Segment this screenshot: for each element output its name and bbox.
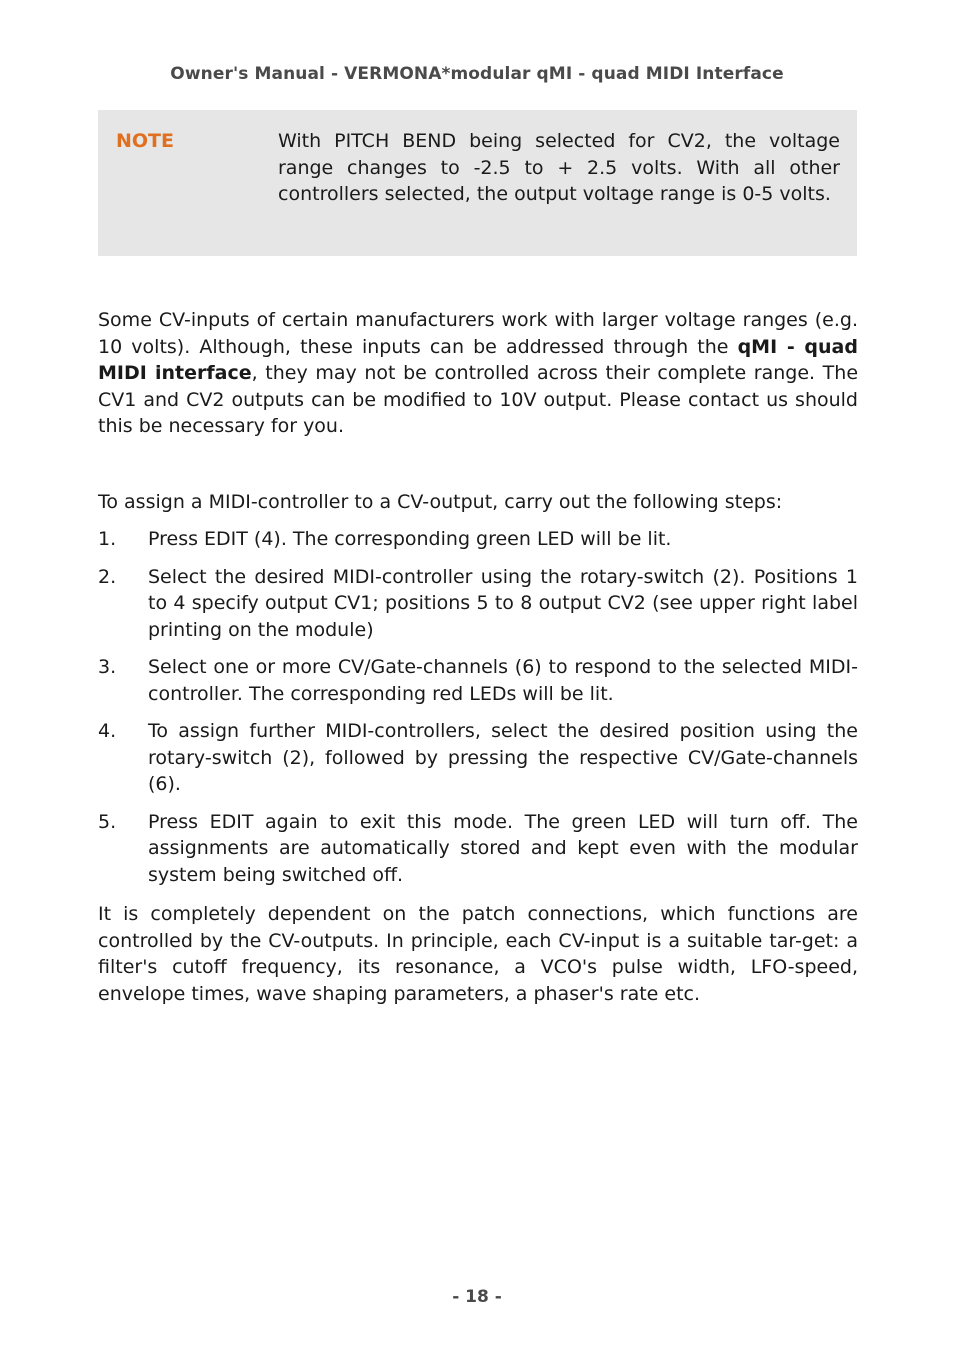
step-text: Press EDIT (4). The corresponding green LED will be lit. bbox=[148, 528, 672, 550]
note-label: NOTE bbox=[116, 130, 174, 152]
step-number: 1. bbox=[98, 528, 117, 550]
page-header: Owner's Manual - VERMONA*modular qMI - quad MIDI Interface bbox=[170, 64, 784, 84]
steps-list bbox=[98, 526, 858, 899]
voltage-range-paragraph bbox=[98, 307, 858, 440]
patch-connections-paragraph: It is completely dependent on the patch connections, which functions are controlled by the CV-outputs. In principle, each CV-input is a suitable tar-get: a filter's cutoff frequency, its resonance, a VCO's pulse width, LFO-speed, envelope times, wave shaping parameters, a phaser's rate etc. bbox=[98, 903, 858, 1005]
step-text: Select the desired MIDI-controller using the rotary-switch (2). Positions 1 to 4 specify output CV1; positions 5 to 8 output CV2 (see upper right label printing on the module) bbox=[148, 565, 858, 641]
step-number: 2. bbox=[98, 565, 117, 588]
note-box bbox=[98, 110, 857, 256]
step-number: 5. bbox=[98, 810, 117, 833]
step-number: 4. bbox=[98, 720, 117, 742]
step-text: Press EDIT again to exit this mode. The green LED will turn off. The assignments are automatically stored and kept even with the modular system being switched off. bbox=[148, 810, 858, 886]
list-item bbox=[98, 809, 858, 889]
step-text: To assign further MIDI-controllers, select the desired position using the rotary-switch (2), followed by pressing the respective CV/Gate-channels (6). bbox=[148, 720, 858, 795]
list-item bbox=[98, 564, 858, 644]
note-text: With PITCH BEND being selected for CV2, the voltage range changes to -2.5 to + 2.5 volts. With all other controllers selected, the output voltage range is 0-5 volts. bbox=[278, 130, 840, 205]
step-number: 3. bbox=[98, 656, 117, 678]
steps-intro: To assign a MIDI-controller to a CV-output, carry out the following steps: bbox=[98, 491, 783, 513]
list-item bbox=[98, 526, 858, 553]
step-text: Select one or more CV/Gate-channels (6) to respond to the selected MIDI-controller. The corresponding red LEDs will be lit. bbox=[148, 656, 858, 705]
paragraph-text-before: Some CV-inputs of certain manufacturers work with larger voltage ranges (e.g. 10 volts). Although, these inputs can be addressed through the bbox=[98, 309, 858, 358]
paragraph-text-after: , they may not be controlled across their complete range. The CV1 and CV2 outputs can be modified to 10V output. Please contact us should this be necessary for you. bbox=[98, 362, 859, 437]
product-name-bold: qMI - quad MIDI interface bbox=[98, 335, 858, 384]
list-item bbox=[98, 718, 858, 798]
list-item bbox=[98, 654, 858, 707]
page-number: - 18 - bbox=[452, 1287, 502, 1307]
